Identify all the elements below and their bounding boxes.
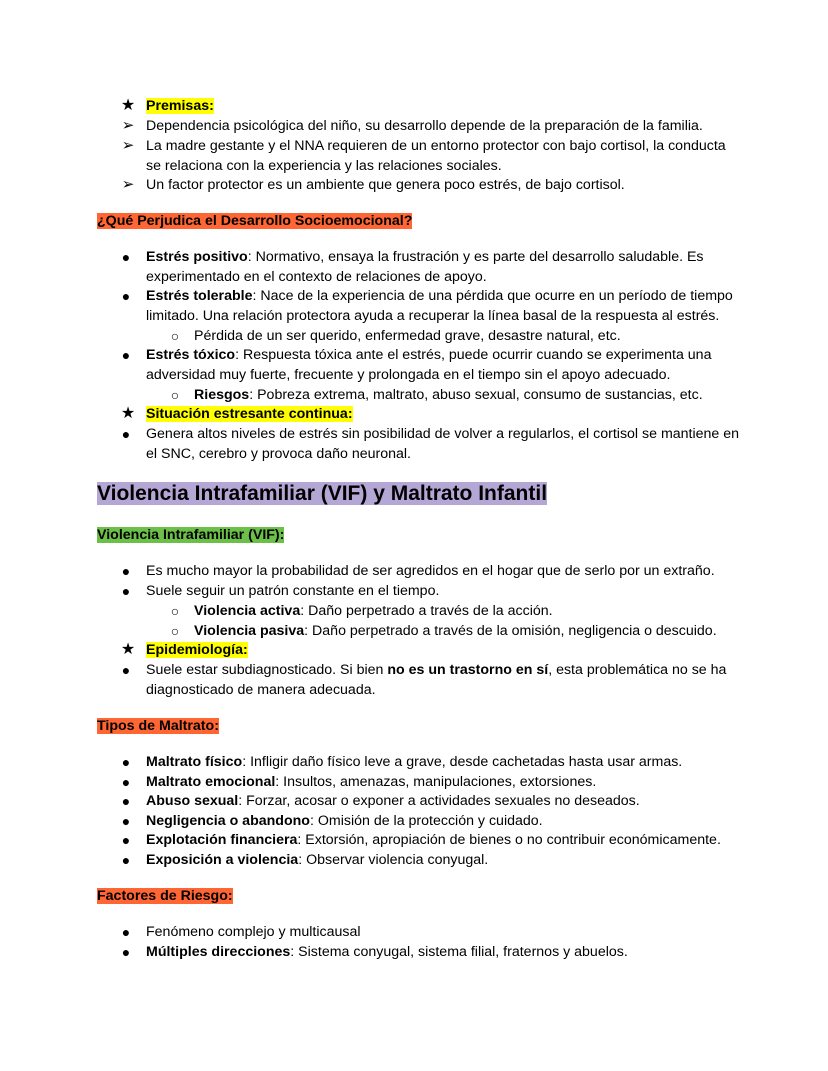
violencia-activa-item: Violencia activa: Daño perpetrado a través de la acción. xyxy=(194,603,553,619)
violencia-pasiva-item: Violencia pasiva: Daño perpetrado a través de la omisión, negligencia o descuido. xyxy=(194,623,717,639)
circle-bullet-icon: ○ xyxy=(170,603,180,619)
vif-subheading: Violencia Intrafamiliar (VIF): xyxy=(97,527,285,543)
star-icon: ★ xyxy=(120,405,136,422)
premisa-item: Dependencia psicológica del niño, su desarrollo depende de la preparación de la familia. xyxy=(146,118,703,134)
tipo-item: Explotación financiera: Extorsión, apropiación de bienes o no contribuir económicamente. xyxy=(146,832,721,848)
bullet-icon: ● xyxy=(121,924,131,940)
bullet-icon: ● xyxy=(121,774,131,790)
factores-heading: Factores de Riesgo: xyxy=(97,888,233,904)
bullet-icon: ● xyxy=(121,944,131,960)
bullet-icon: ● xyxy=(121,754,131,770)
riesgos-item: Riesgos: Pobreza extrema, maltrato, abuso sexual, consumo de sustancias, etc. xyxy=(194,387,703,403)
bullet-icon: ● xyxy=(121,852,131,868)
circle-bullet-icon: ○ xyxy=(170,387,180,403)
star-icon: ★ xyxy=(120,641,136,658)
bullet-icon: ● xyxy=(121,662,131,678)
circle-bullet-icon: ○ xyxy=(170,623,180,639)
perjudica-heading: ¿Qué Perjudica el Desarrollo Socioemocional? xyxy=(97,213,413,229)
situacion-item: Genera altos niveles de estrés sin posibilidad de volver a regularlos, el cortisol se mantiene en xyxy=(146,426,740,442)
situacion-cont: el SNC, cerebro y provoca daño neuronal. xyxy=(146,446,411,462)
bullet-icon: ● xyxy=(121,832,131,848)
bullet-icon: ● xyxy=(121,793,131,809)
arrow-icon: ➢ xyxy=(121,176,135,193)
estres-toxico-item: Estrés tóxico: Respuesta tóxica ante el estrés, puede ocurrir cuando se experimenta una xyxy=(146,347,712,363)
premisa-item: La madre gestante y el NNA requieren de un entorno protector con bajo cortisol, la conducta xyxy=(146,138,726,154)
tipo-item: Exposición a violencia: Observar violencia conyugal. xyxy=(146,852,489,868)
epidemiologia-item: Suele estar subdiagnosticado. Si bien no es un trastorno en sí, esta problemática no se ha xyxy=(146,662,727,678)
vif-item: Es mucho mayor la probabilidad de ser agredidos en el hogar que de serlo por un extraño. xyxy=(146,563,715,579)
estres-positivo-item: Estrés positivo: Normativo, ensaya la frustración y es parte del desarrollo saludable. Es xyxy=(146,249,704,265)
tipo-item: Maltrato físico: Infligir daño físico leve a grave, desde cachetadas hasta usar armas. xyxy=(146,754,683,770)
bullet-icon: ● xyxy=(121,583,131,599)
situacion-heading: Situación estresante continua: xyxy=(146,406,353,422)
factor-item: Fenómeno complejo y multicausal xyxy=(146,924,361,940)
vif-main-heading: Violencia Intrafamiliar (VIF) y Maltrato Infantil xyxy=(97,482,548,505)
arrow-icon: ➢ xyxy=(121,137,135,154)
vif-item: Suele seguir un patrón constante en el tiempo. xyxy=(146,583,440,599)
tipo-item: Maltrato emocional: Insultos, amenazas, manipulaciones, extorsiones. xyxy=(146,774,597,790)
tipos-heading: Tipos de Maltrato: xyxy=(97,718,219,734)
tipo-item: Abuso sexual: Forzar, acosar o exponer a actividades sexuales no deseados. xyxy=(146,793,640,809)
premisas-heading: Premisas: xyxy=(146,98,214,114)
tipo-item: Negligencia o abandono: Omisión de la protección y cuidado. xyxy=(146,813,543,829)
estres-positivo-cont: experimentado en el contexto de relaciones de apoyo. xyxy=(146,269,487,285)
estres-tolerable-sub: Pérdida de un ser querido, enfermedad grave, desastre natural, etc. xyxy=(194,328,621,344)
arrow-icon: ➢ xyxy=(121,117,135,134)
epidemiologia-heading: Epidemiología: xyxy=(146,642,248,658)
estres-toxico-cont: adversidad muy fuerte, frecuente y prolongada en el tiempo sin el apoyo adecuado. xyxy=(146,367,671,383)
bullet-icon: ● xyxy=(121,288,131,304)
bullet-icon: ● xyxy=(121,347,131,363)
premisa-item: Un factor protector es un ambiente que genera poco estrés, de bajo cortisol. xyxy=(146,177,625,193)
star-icon: ★ xyxy=(120,97,136,114)
bullet-icon: ● xyxy=(121,426,131,442)
bullet-icon: ● xyxy=(121,563,131,579)
epidemiologia-cont: diagnosticado de manera adecuada. xyxy=(146,682,376,698)
factor-item: Múltiples direcciones: Sistema conyugal, sistema filial, fraternos y abuelos. xyxy=(146,944,628,960)
bullet-icon: ● xyxy=(121,249,131,265)
premisa-item-cont: se relaciona con la experiencia y las relaciones sociales. xyxy=(146,158,502,174)
bullet-icon: ● xyxy=(121,813,131,829)
estres-tolerable-item: Estrés tolerable: Nace de la experiencia de una pérdida que ocurre en un período de tiempo xyxy=(146,288,733,304)
estres-tolerable-cont: limitado. Una relación protectora ayuda a recuperar la línea basal de la respuesta al estrés. xyxy=(146,308,720,324)
circle-bullet-icon: ○ xyxy=(170,328,180,344)
